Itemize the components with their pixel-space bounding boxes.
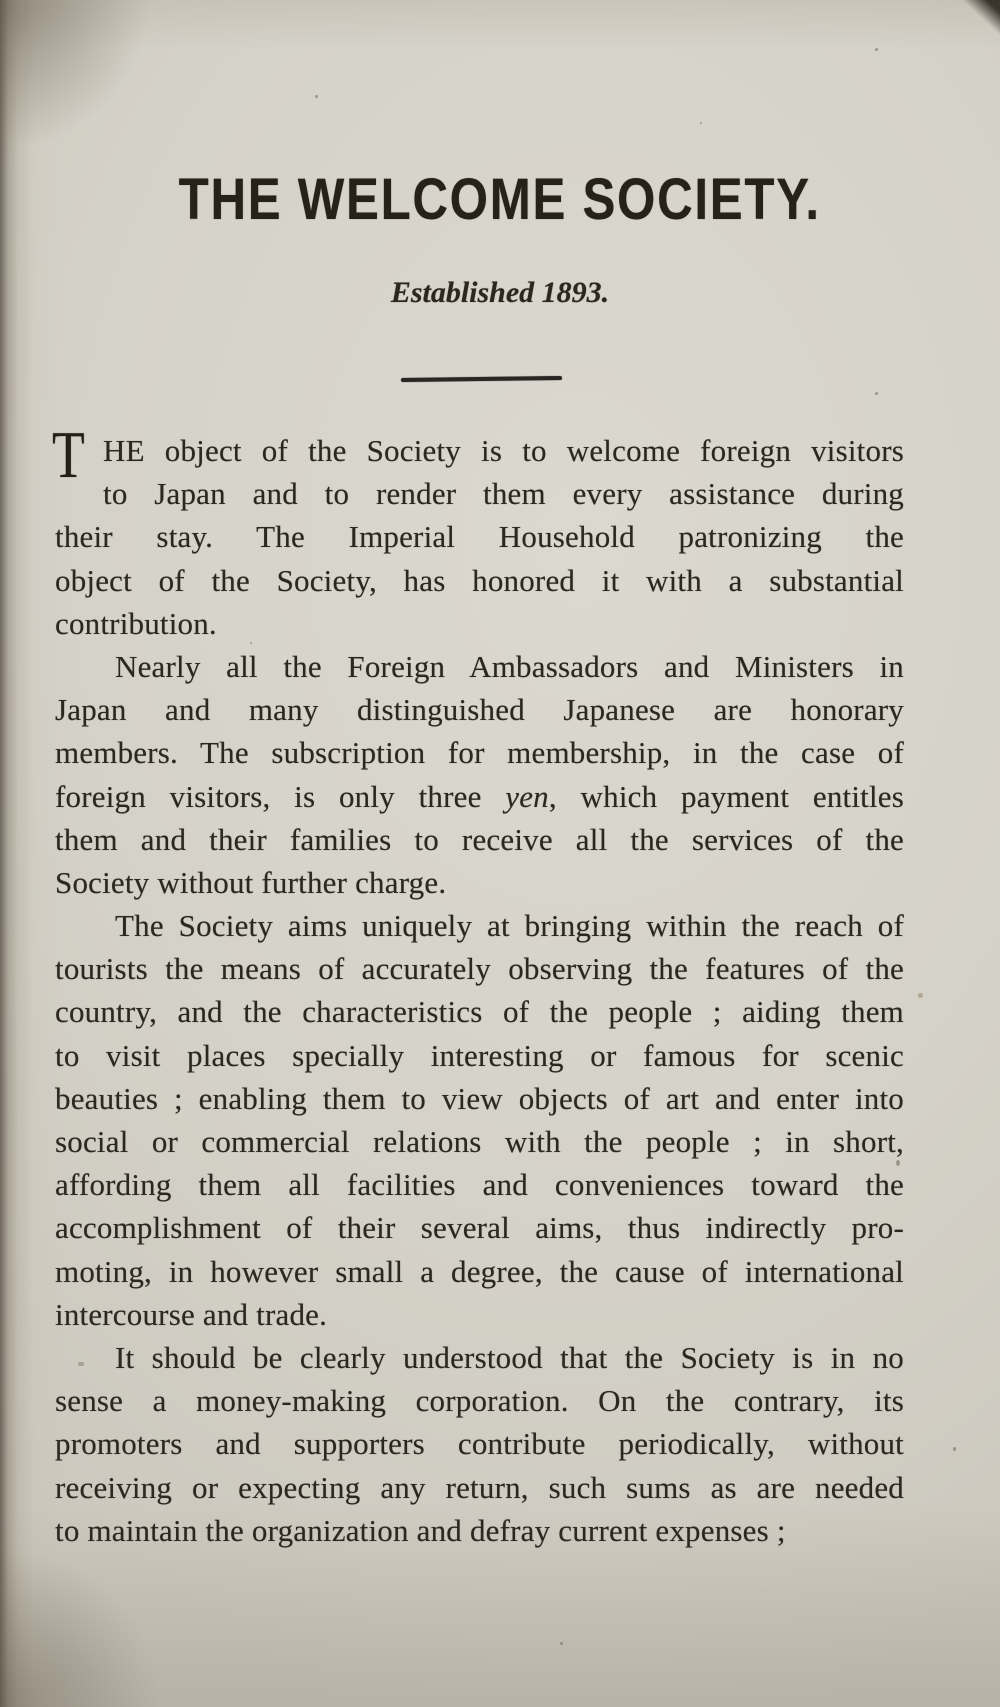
paper-speck bbox=[875, 48, 878, 51]
body-text bbox=[52, 418, 905, 1552]
page-subtitle: Established 1893. bbox=[390, 276, 610, 309]
text-line: contribution. bbox=[55, 605, 217, 641]
text-line: to visit places specially interesting or famous for scenic bbox=[55, 1037, 904, 1073]
italic-word-yen: yen bbox=[505, 778, 549, 814]
text-line: sense a money-making corporation. On the contrary, its bbox=[55, 1383, 904, 1419]
text-line: Japan and many distinguished Japanese are honorary bbox=[55, 692, 904, 728]
text-line: affording them all facilities and conveniences toward the bbox=[55, 1167, 904, 1203]
text-line: moting, in however small a degree, the cause of international bbox=[55, 1253, 904, 1289]
paragraph bbox=[55, 645, 904, 904]
page-title bbox=[0, 167, 1000, 232]
text-line: members. The subscription for membership, in the case of bbox=[55, 735, 904, 771]
text-line: accomplishment of their several aims, thus indirectly pro- bbox=[55, 1210, 904, 1246]
text-line bbox=[55, 775, 904, 818]
text-line: their stay. The Imperial Household patronizing the bbox=[55, 519, 904, 555]
paragraph bbox=[55, 1336, 904, 1552]
text-line: social or commercial relations with the people ; in short, bbox=[55, 1124, 904, 1159]
title-divider-rule bbox=[401, 376, 562, 382]
text-line: HE object of the Society is to welcome foreign visitors bbox=[103, 433, 904, 468]
paragraph bbox=[55, 904, 904, 1336]
paper-speck bbox=[875, 392, 878, 395]
text-line: The Society aims uniquely at bringing within the reach of bbox=[115, 908, 904, 944]
text-line: Nearly all the Foreign Ambassadors and Ministers in bbox=[115, 648, 904, 684]
text-segment: , which payment entitles bbox=[548, 778, 905, 814]
text-line: to maintain the organization and defray current expenses ; bbox=[55, 1512, 786, 1548]
paragraph bbox=[55, 429, 904, 645]
paper-speck bbox=[953, 1447, 956, 1451]
text-line: them and their families to receive all the services of the bbox=[55, 821, 904, 857]
text-line: receiving or expecting any return, such sums as are needed bbox=[55, 1469, 904, 1505]
text-segment: foreign visitors, is only three bbox=[55, 778, 506, 814]
text-line: intercourse and trade. bbox=[55, 1296, 328, 1332]
paper-speck bbox=[700, 122, 702, 124]
paper-speck bbox=[560, 1642, 563, 1645]
page-title-text: THE WELCOME SOCIETY. bbox=[178, 167, 822, 232]
text-line: tourists the means of accurately observing the features of the bbox=[55, 951, 904, 987]
text-line: country, and the characteristics of the people ; aiding them bbox=[55, 994, 904, 1030]
text-line: It should be clearly understood that the Society is in no bbox=[115, 1339, 904, 1375]
text-line: to Japan and to render them every assistance during bbox=[103, 476, 904, 512]
paper-speck bbox=[918, 993, 923, 998]
text-line: object of the Society, has honored it with a substantial bbox=[55, 562, 904, 598]
text-line: promoters and supporters contribute periodically, without bbox=[55, 1426, 904, 1462]
text-line: beauties ; enabling them to view objects of art and enter into bbox=[55, 1080, 904, 1116]
paper-speck bbox=[315, 95, 318, 98]
drop-cap-letter: T bbox=[52, 418, 85, 492]
text-line: Society without further charge. bbox=[55, 864, 447, 900]
